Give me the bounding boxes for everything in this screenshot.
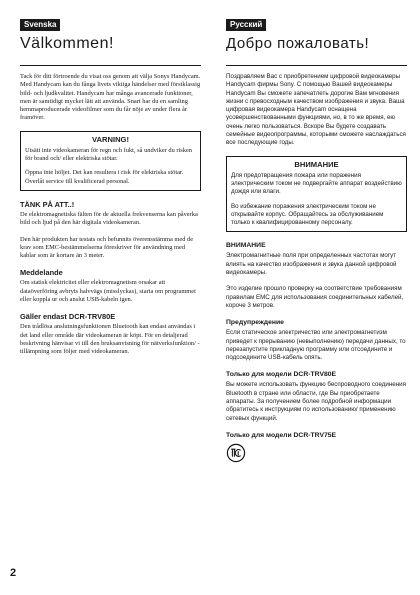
section-paragraph: De elektromagnetiska fälten för de aktuella frekvenserna kan påverka bild och ljud på den här digitala videokameran. [20,210,198,227]
section-heading: Только для модели DCR-TRV75E [226,431,337,439]
page-number: 2 [10,567,17,579]
section-paragraph: Den trådlösa anslutningsfunktionen Bluetooth kan endast användas i det land eller område där videokameran är köpt. För en detaljerad beskrivning hänvisar vi till den bruksanvisning för nätverksfunktion/ -tillämpning som följer med videokameran. [20,323,200,356]
section-paragraph: Электромагнитные поля при определенных частотах могут влиять на качество изображения и звука данной цифровой видеокамеры. [226,252,397,277]
language-tag-russian: Русский [226,19,266,31]
warning-title: ВНИМАНИЕ [294,159,339,169]
section-paragraph: Om statisk elektricitet eller elektromagnetism orsakar att dataöverföring avbryts halvvägs (misslyckas), starta om programmet eller koppla ur och anslut USB-kabeln igen. [20,279,196,304]
russian-column [226,14,407,463]
section-heading: TÄNK PÅ ATT..! [20,199,75,209]
warning-box [20,131,201,191]
title-divider [226,65,407,66]
page-title-russian: Добро пожаловать! [226,35,370,52]
warning-paragraph: Öppna inte höljet. Det kan resultera i risk för elektriska stötar. Överlåt service till kvalificerad personal. [25,169,184,185]
section-paragraph: Вы можете использовать функцию беспроводного соединения Bluetooth в стране или области, где Вы приобретаете аппараты. За получением более подробной информации обратитесь к инструкциям по использованию/ применению сетевых функций. [226,381,406,422]
section-heading: Gäller endast DCR-TRV80E [20,312,116,322]
warning-paragraph: Во избежание поражения электрическим током не открывайте корпус. Обращайтесь за обслуживанием только к квалифицированному персоналу. [231,202,384,227]
warning-paragraph: Utsätt inte videokameran för regn och fukt, så undviker du risken för brand och/ eller elektriska stötar. [25,146,192,163]
section-heading: ВНИМАНИЕ [226,242,266,250]
page-title-swedish: Välkommen! [20,35,114,52]
section-paragraph: Это изделие прошло проверку на соответствие требованиям правилам EMC для использования соединительных кабелей, короче 3 метров. [226,285,404,309]
section-heading: Предупреждение [226,319,284,327]
pct-certification-mark-icon [226,443,246,463]
intro-paragraph: Поздравляем Вас с приобретением цифровой видеокамеры Handycam фирмы Sony. С помощью Вашей видеокамеры Handycam Вы сможете запечатлеть дорогие Вам мгновения жизни с превосходным качеством изображения и звука. Ваша цифровая видеокамера Handycam оснащена усовершенствованными функциями, но, в то же время, ею очень легко пользоваться. Вскоре Вы будете создавать семейные видеопрограммы, которыми сможете наслаждаться все последующие годы. [226,73,406,147]
section-heading: Meddelande [20,268,63,278]
warning-box [226,156,407,233]
section-paragraph: Если статическое электричество или электромагнетизм приведет к прерыванию (невыполнению) передачи данных, то перезапустите прикладную программу или отсоедините и подсоедините USB-кабель опять. [226,329,406,362]
warning-title: VARNING! [92,134,129,144]
warning-paragraph: Для предотвращения пожара или поражения электрическим током не подвергайте аппарат воздействию дождя или влаги. [231,171,402,196]
swedish-column [20,14,201,365]
section-paragraph: Den här produkten har testats och befunnits överensstämma med de krav som EMC-bestämmelserna föreskriver för användning med kablar som är kortare än 3 meter. [20,235,194,260]
title-divider [20,65,201,66]
intro-paragraph: Tack för ditt förtroende du visat oss genom att välja Sonys Handycam. Med Handycam kan du fånga livets viktiga händelser med förstklassig bild- och ljudkvalitet. Handycam har många avancerade funktioner, men är samtidigt mycket lätt att använda. Snart har du en samling hemmaproducerade videofilmer som du får nöje av under flera år framöver. [20,73,201,122]
section-heading: Только для модели DCR-TRV80E [226,371,337,379]
language-tag-swedish: Svenska [20,19,60,31]
